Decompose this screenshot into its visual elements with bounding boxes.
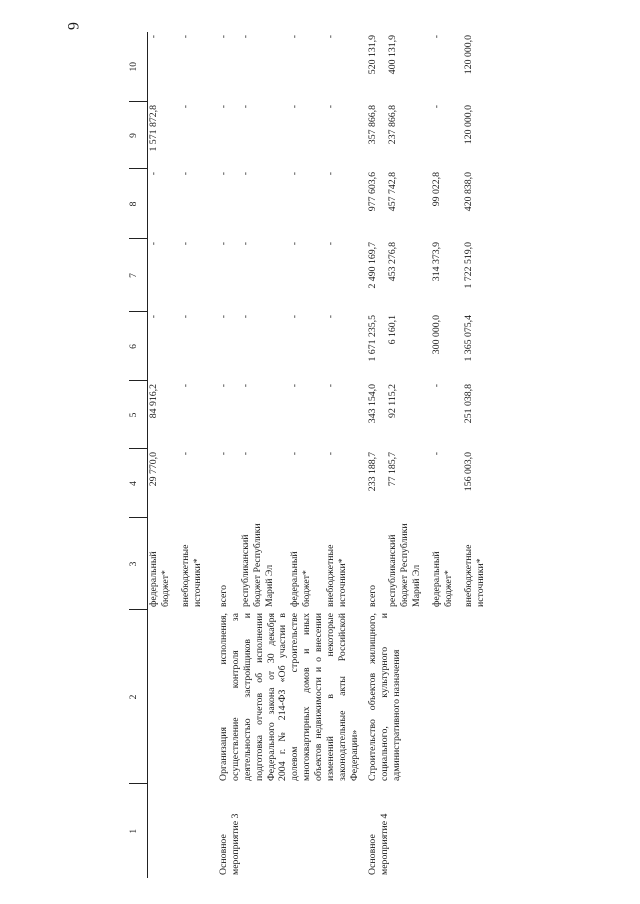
value-cell: - — [148, 315, 159, 319]
page-number: 6 — [64, 22, 81, 30]
value-cell: - — [289, 35, 301, 39]
header-cell: 1 — [129, 784, 148, 878]
header-cell: 3 — [129, 518, 148, 610]
value-cell: 233 188,7 — [367, 452, 378, 492]
value-cell: - — [148, 35, 159, 39]
value-cell: - — [217, 242, 229, 246]
value-cell: - — [179, 35, 191, 39]
value-cell: - — [325, 35, 337, 39]
value-cell: - — [179, 105, 191, 109]
activity-description: Строительство объектов жилищного, социального, культурного и административного назначения — [367, 613, 402, 781]
value-cell: - — [289, 384, 301, 388]
value-cell: - — [217, 35, 229, 39]
table-row — [367, 32, 387, 878]
value-cell: - — [217, 315, 229, 319]
value-cell: - — [430, 35, 442, 39]
value-cell: - — [240, 35, 252, 39]
value-cell: - — [240, 384, 252, 388]
value-cell: 1 671 235,5 — [367, 315, 378, 362]
value-cell: 29 770,0 — [148, 452, 159, 487]
table-row — [148, 32, 180, 878]
header-cell: 7 — [129, 239, 148, 312]
value-cell: - — [430, 384, 442, 388]
value-cell: - — [179, 452, 191, 456]
value-cell: - — [240, 452, 252, 456]
funding-source: федеральный бюджет* — [430, 551, 454, 607]
value-cell: - — [289, 242, 301, 246]
funding-source: всего — [367, 584, 378, 607]
header-cell: 4 — [129, 449, 148, 518]
value-cell: - — [325, 172, 337, 176]
header-row — [129, 32, 148, 878]
activity-name: Основное мероприятие 3 — [217, 813, 241, 875]
value-cell: 6 160,1 — [386, 315, 398, 345]
value-cell: - — [289, 452, 301, 456]
value-cell: - — [148, 242, 159, 246]
activity-name — [148, 784, 212, 878]
value-cell: 520 131,9 — [367, 35, 378, 75]
value-cell: - — [179, 172, 191, 176]
value-cell: 400 131,9 — [386, 35, 398, 75]
funding-source: республиканский бюджет Республики Марий Эл — [240, 523, 276, 607]
value-cell: - — [217, 172, 229, 176]
activity-description: Организация исполнения, осуществление контроля за деятельностью застройщиков и подготовка отчетов об исполнении Федерального закона от 30 декабря 2004 г. № 214-ФЗ «Об участии в долевом строительстве многоквартирных домов и иных объектов недвижимости и о внесении изменений в некоторые законодательные акты Российской Федерации» — [217, 613, 361, 781]
value-cell: 343 154,0 — [367, 384, 378, 424]
value-cell: 457 742,8 — [386, 172, 398, 212]
header-cell: 5 — [129, 381, 148, 449]
header-cell: 8 — [129, 169, 148, 239]
header-cell: 10 — [129, 32, 148, 102]
value-cell: - — [325, 384, 337, 388]
value-cell: 453 276,8 — [386, 242, 398, 282]
value-cell: 2 490 169,7 — [367, 242, 378, 289]
value-cell: - — [179, 315, 191, 319]
value-cell: 84 916,2 — [148, 384, 159, 419]
header-cell: 9 — [129, 102, 148, 169]
value-cell: 977 603,6 — [367, 172, 378, 212]
value-cell: 77 185,7 — [386, 452, 398, 487]
activity-description — [148, 610, 212, 784]
value-cell: - — [240, 315, 252, 319]
value-cell: - — [289, 105, 301, 109]
value-cell: 357 866,8 — [367, 105, 378, 145]
value-cell: - — [240, 242, 252, 246]
value-cell: 1 571 872,8 — [148, 105, 159, 152]
funding-source: внебюджетные источники* — [179, 544, 203, 607]
value-cell: 120 000,0 — [462, 105, 474, 145]
value-cell: 300 000,0 — [430, 315, 442, 355]
value-cell: - — [240, 172, 252, 176]
value-cell: - — [217, 384, 229, 388]
header-cell: 6 — [129, 312, 148, 381]
header-cell: 2 — [129, 610, 148, 784]
funding-source: федеральный бюджет* — [289, 551, 313, 607]
value-cell: 237 866,8 — [386, 105, 398, 145]
value-cell: - — [325, 242, 337, 246]
value-cell: - — [148, 172, 159, 176]
value-cell: - — [289, 315, 301, 319]
value-cell: 99 022,8 — [430, 172, 442, 207]
value-cell: 120 000,0 — [462, 35, 474, 75]
value-cell: - — [179, 384, 191, 388]
value-cell: - — [289, 172, 301, 176]
value-cell: - — [217, 105, 229, 109]
value-cell: - — [325, 105, 337, 109]
value-cell: 92 115,2 — [386, 384, 398, 418]
value-cell: - — [430, 452, 442, 456]
value-cell: 251 038,8 — [462, 384, 474, 424]
value-cell: - — [430, 105, 442, 109]
table-row — [218, 32, 240, 878]
value-cell: - — [217, 452, 229, 456]
value-cell: - — [179, 242, 191, 246]
value-cell: 1 365 075,4 — [462, 315, 474, 362]
value-cell: 420 838,0 — [462, 172, 474, 212]
value-cell: 314 373,9 — [430, 242, 442, 282]
value-cell: 156 003,0 — [462, 452, 474, 492]
funding-source: внебюджетные источники* — [462, 544, 486, 607]
value-cell: 1 722 519,0 — [462, 242, 474, 289]
table-rotator — [129, 32, 600, 878]
activity-name: Основное мероприятие 4 — [367, 813, 390, 875]
value-cell: - — [325, 452, 337, 456]
value-cell: - — [325, 315, 337, 319]
funding-source: федеральный бюджет* — [148, 551, 171, 607]
funding-source: всего — [217, 584, 229, 607]
funding-source: республиканский бюджет Республики Марий Эл — [386, 523, 422, 607]
funding-table — [129, 32, 495, 878]
value-cell: - — [240, 105, 252, 109]
funding-source: внебюджетные источники* — [325, 544, 349, 607]
